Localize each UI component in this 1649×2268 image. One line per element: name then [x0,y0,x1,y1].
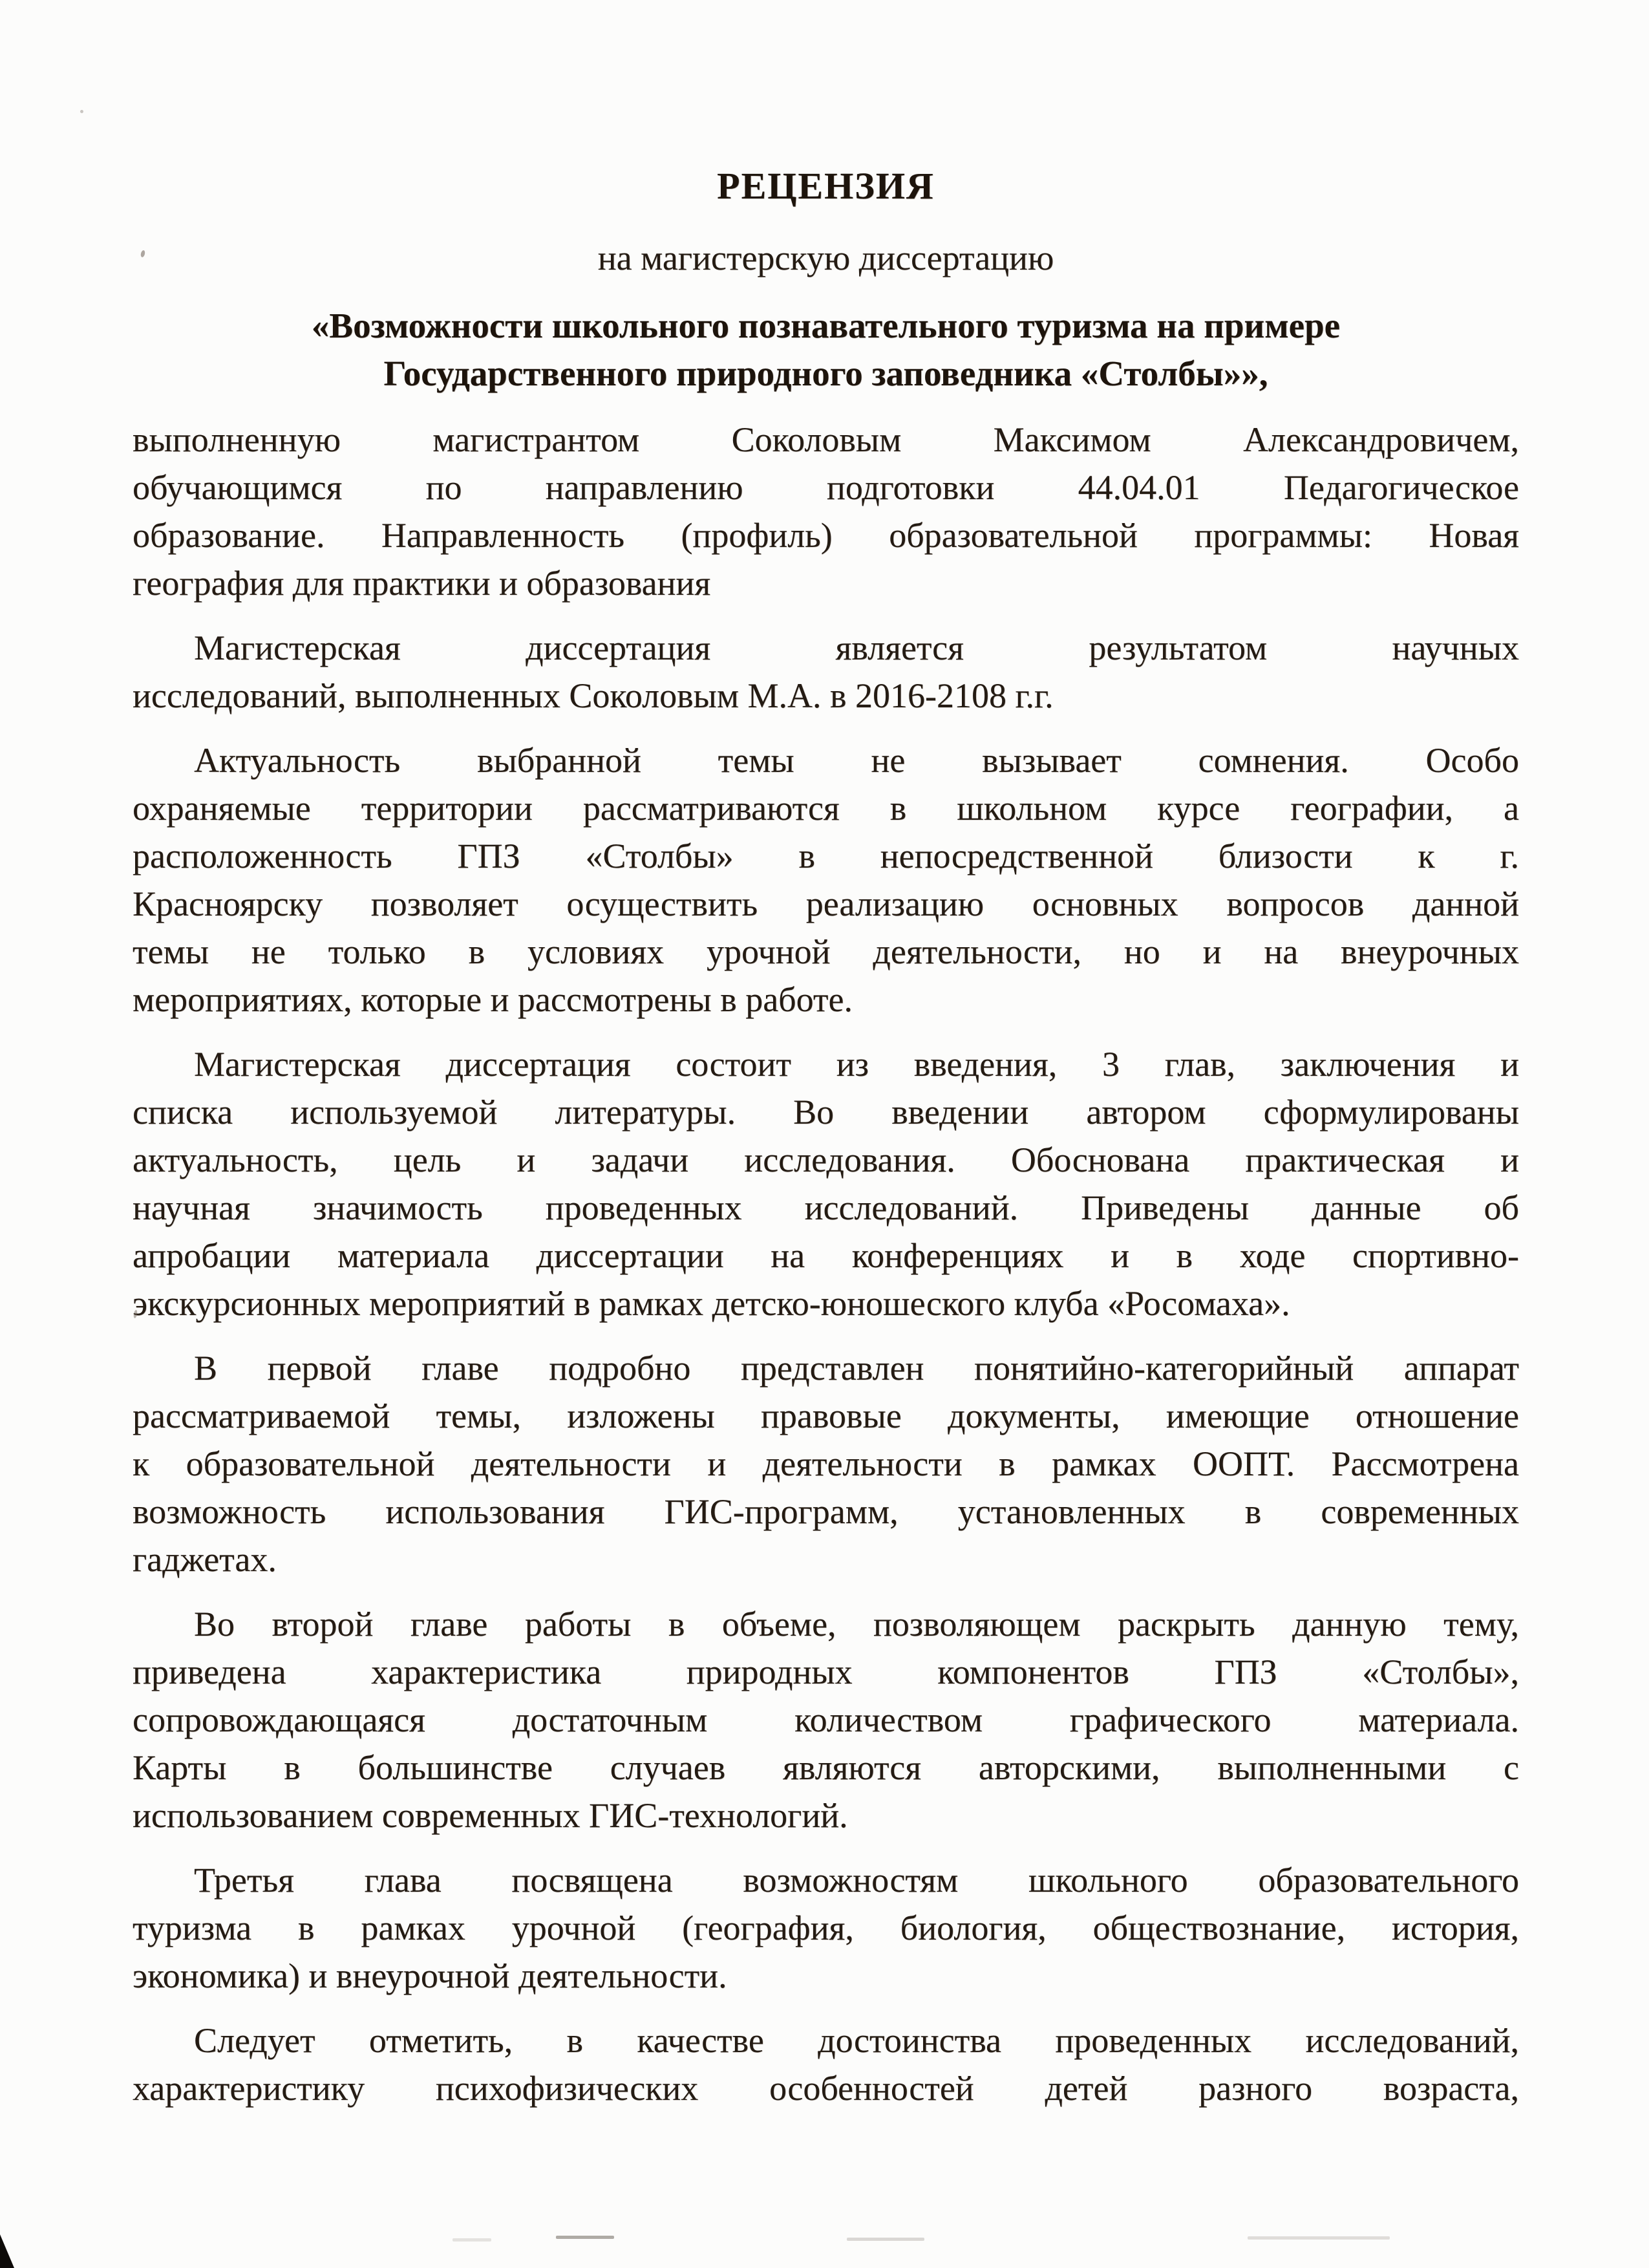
paragraph [133,1600,1519,1839]
scan-speck [80,110,83,113]
text-line: возможность использования ГИС-программ, установленных в современных [133,1492,1519,1531]
text-line: охраняемые территории рассматриваются в школьном курсе географии, а [133,789,1519,828]
thesis-title-line: «Возможности школьного познавательного туризма на примере [311,306,1341,345]
paragraph [133,1856,1519,2000]
text-line: выполненную магистрантом Соколовым Максимом Александровичем, [133,420,1519,459]
text-line: обучающимся по направлению подготовки 44.04.01 Педагогическое [133,468,1519,507]
text-line: Магистерская диссертация состоит из введения, 3 глав, заключения и [194,1045,1519,1084]
scan-smudge [1248,2236,1390,2240]
thesis-title-line: Государственного природного заповедника «Столбы»», [383,354,1268,393]
text-line: Магистерская диссертация является результатом научных [194,628,1519,667]
body-paragraphs [133,416,1519,2112]
text-line: Красноярску позволяет осуществить реализацию основных вопросов данной [133,884,1519,923]
scan-smudge [452,2238,491,2241]
paragraph [133,736,1519,1023]
text-line: рассматриваемой темы, изложены правовые документы, имеющие отношение [133,1396,1519,1435]
paragraph [133,1040,1519,1327]
text-line: Во второй главе работы в объеме, позволяющем раскрыть данную тему, [194,1605,1519,1643]
text-line: мероприятиях, которые и рассмотрены в работе. [133,980,853,1019]
paragraph [133,1344,1519,1583]
text-line: списка используемой литературы. Во введении автором сформулированы [133,1093,1519,1131]
text-line: характеристику психофизических особенностей детей разного возраста, [133,2069,1519,2108]
text-line: экскурсионных мероприятий в рамках детско-юношеского клуба «Росомаха». [133,1284,1290,1323]
text-line: гаджетах. [133,1540,277,1579]
text-line: темы не только в условиях урочной деятельности, но и на внеурочных [133,932,1519,971]
scan-smudge [556,2236,614,2239]
text-line: апробации материала диссертации на конференциях и в ходе спортивно- [133,1236,1519,1275]
text-line: В первой главе подробно представлен понятийно-категорийный аппарат [194,1349,1519,1387]
text-line: приведена характеристика природных компонентов ГПЗ «Столбы», [133,1653,1519,1691]
text-line: актуальность, цель и задачи исследования. Обоснована практическая и [133,1140,1519,1179]
text-line: туризма в рамках урочной (география, биология, обществознание, история, [133,1909,1519,1947]
text-line: Следует отметить, в качестве достоинства проведенных исследований, [194,2021,1519,2060]
scan-smudge [847,2238,924,2241]
paragraph [133,624,1519,720]
text-line: исследований, выполненных Соколовым М.А. в 2016-2108 г.г. [133,676,1054,715]
text-line: сопровождающаяся достаточным количеством графического материала. [133,1700,1519,1739]
thesis-title [133,302,1519,398]
text-line: экономика) и внеурочной деятельности. [133,1956,727,1995]
paragraph [133,416,1519,607]
text-line: расположенность ГПЗ «Столбы» в непосредственной близости к г. [133,837,1519,875]
text-line: использованием современных ГИС-технологий. [133,1796,848,1835]
document-content [133,166,1519,2129]
paragraph [133,2017,1519,2112]
text-line: образование. Направленность (профиль) образовательной программы: Новая [133,516,1519,555]
scan-corner-artifact [0,2234,14,2268]
text-line: Актуальность выбранной темы не вызывает сомнения. Особо [194,741,1519,780]
document-subtitle: на магистерскую диссертацию [597,239,1054,277]
text-line: научная значимость проведенных исследований. Приведены данные об [133,1188,1519,1227]
text-line: к образовательной деятельности и деятельности в рамках ООПТ. Рассмотрена [133,1444,1519,1483]
document-title: РЕЦЕНЗИЯ [717,165,935,207]
text-line: Карты в большинстве случаев являются авторскими, выполненными с [133,1748,1519,1787]
text-line: география для практики и образования [133,564,711,603]
text-line: Третья глава посвящена возможностям школьного образовательного [194,1861,1519,1899]
